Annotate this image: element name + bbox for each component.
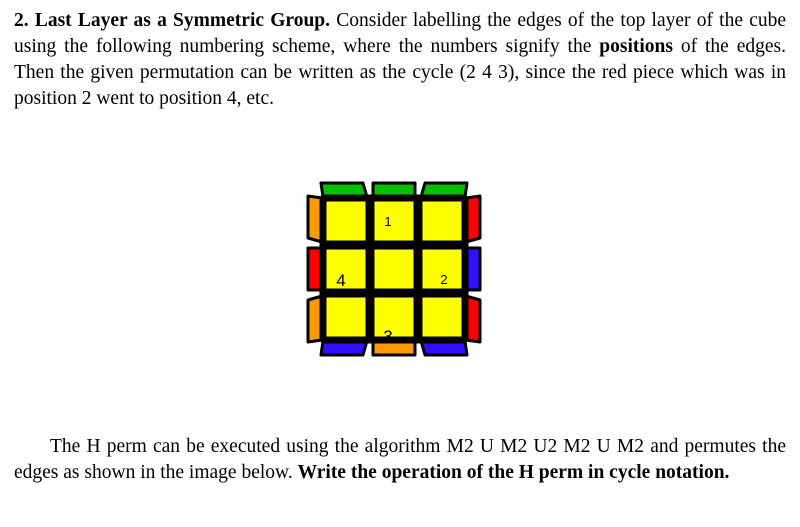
hperm-text: The H perm can be executed using the algorithm M2 U M2 U2 M2 U M2 and permutes the edges as shown in the image below.: [14, 436, 786, 483]
section-title: 2. Last Layer as a Symmetric Group.: [14, 10, 331, 31]
intro-text-2: of the edges. Then the given permutation can be written as the cycle (2 4 3), since the red piece which was in position 2 went to position 4, etc.: [14, 36, 787, 109]
intro-text-1: Consider labelling the edges of the top layer of the cube using the following numbering scheme, where the numbers signify the: [14, 10, 787, 57]
top-facelet-0-0: [325, 200, 367, 242]
cube-diagram: [270, 160, 506, 396]
hperm-paragraph: [14, 434, 786, 486]
position-label-left: 4: [336, 271, 346, 290]
position-label-right: 2: [440, 272, 448, 287]
hperm-question: Write the operation of the H perm in cycle notation.: [297, 462, 730, 483]
intro-bold-term: positions: [599, 36, 673, 57]
top-facelet-0-2: [421, 200, 463, 242]
top-facelet-2-2: [421, 296, 463, 338]
top-facelet-1-1: [373, 248, 415, 290]
position-label-bottom: 3: [383, 327, 393, 346]
top-facelet-2-1: [373, 296, 415, 338]
position-label-top: 1: [384, 214, 392, 229]
cube-top-layer: [270, 160, 506, 396]
top-facelet-0-1: [373, 200, 415, 242]
top-facelet-2-0: [325, 296, 367, 338]
problem-paragraph: [14, 8, 786, 112]
top-facelet-1-0: [325, 248, 367, 290]
